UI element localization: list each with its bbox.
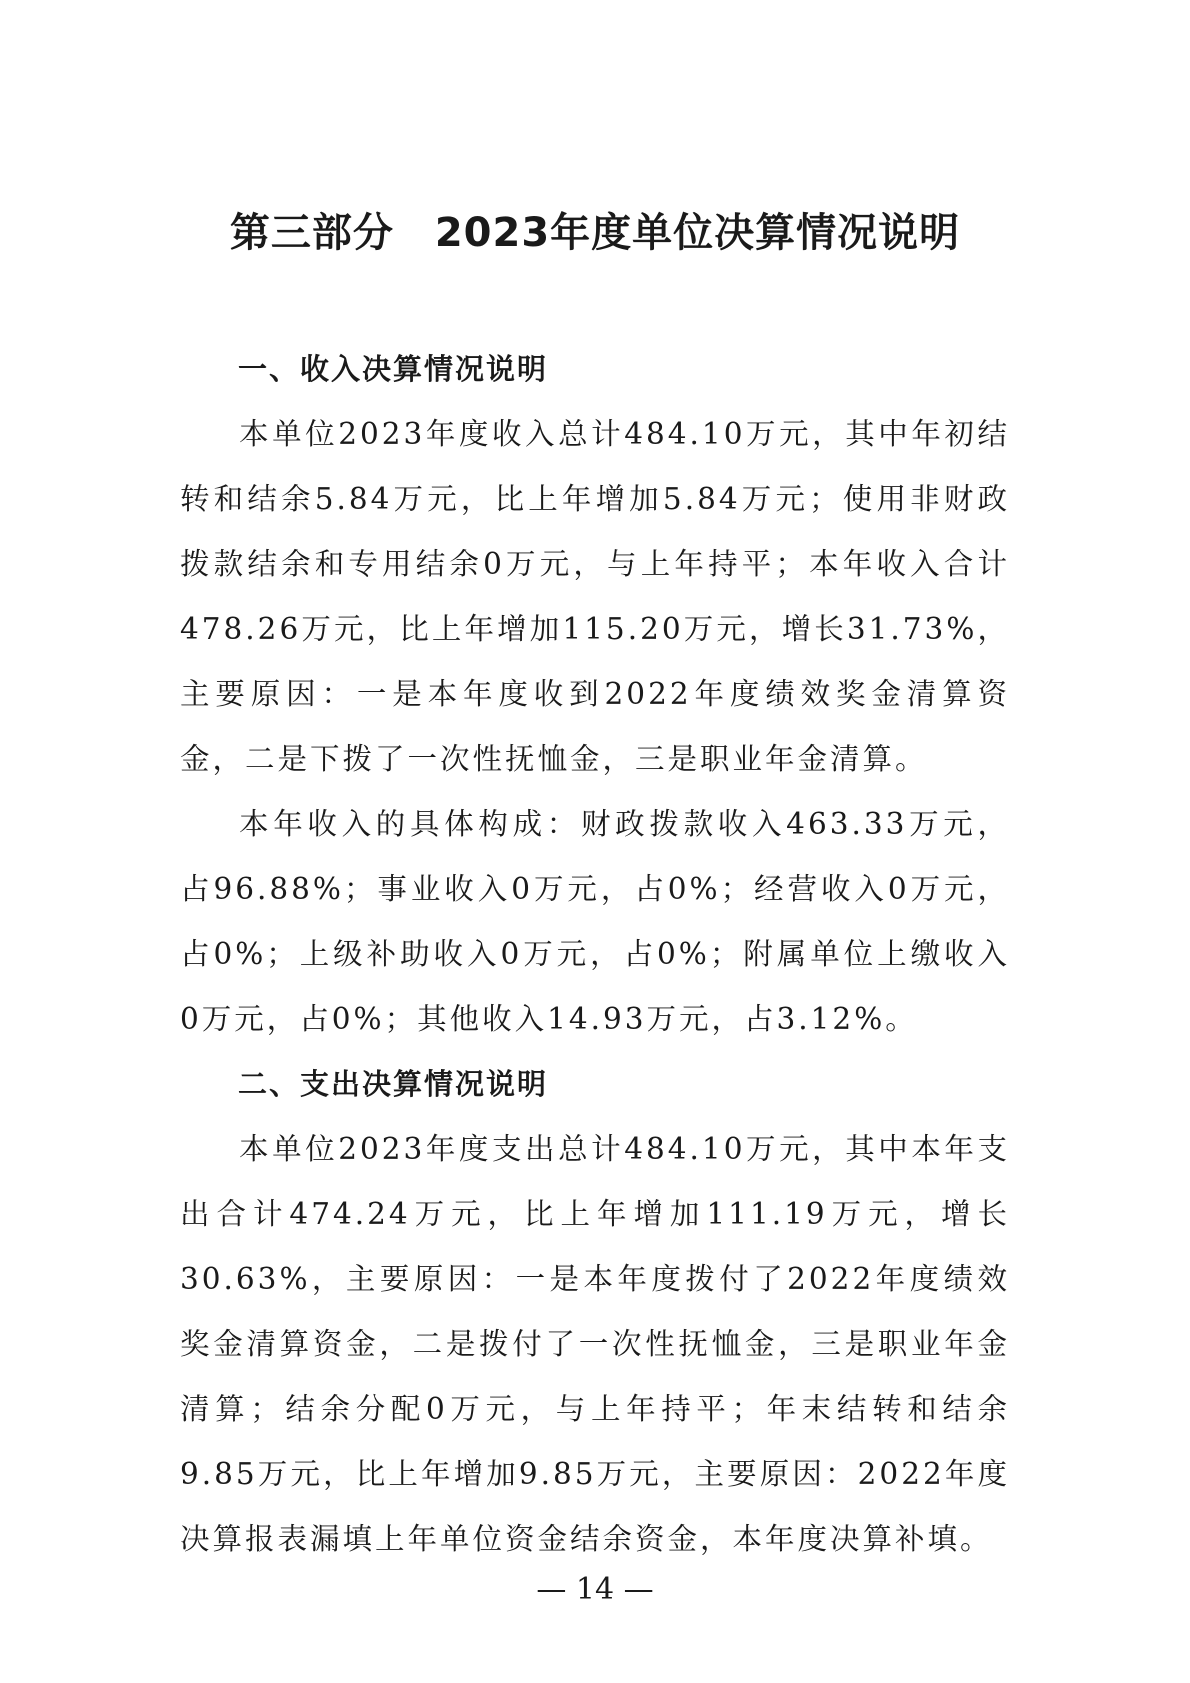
document-body — [180, 337, 1010, 1572]
income-paragraph-1: 本单位2023年度收入总计484.10万元，其中年初结转和结余5.84万元，比上年增加5.84万元；使用非财政拨款结余和专用结余0万元，与上年持平；本年收入合计478.26万元，比上年增加115.20万元，增长31.73%，主要原因：一是本年度收到2022年度绩效奖金清算资金，二是下拨了一次性抚恤金，三是职业年金清算。 — [180, 417, 1010, 776]
page-number: — 14 — — [536, 1572, 654, 1607]
section-heading-expenditure: 二、支出决算情况说明 — [238, 1067, 549, 1101]
income-paragraph-2: 本年收入的具体构成：财政拨款收入463.33万元，占96.88%；事业收入0万元，占0%；经营收入0万元，占0%；上级补助收入0万元，占0%；附属单位上缴收入0万元，占0%；其他收入14.93万元，占3.12%。 — [180, 807, 1010, 1036]
section-heading-income: 一、收入决算情况说明 — [238, 352, 549, 386]
expenditure-paragraph-1: 本单位2023年度支出总计484.10万元，其中本年支出合计474.24万元，比上年增加111.19万元，增长30.63%，主要原因：一是本年度拨付了2022年度绩效奖金清算资金，二是拨付了一次性抚恤金，三是职业年金清算；结余分配0万元，与上年持平；年末结转和结余9.85万元，比上年增加9.85万元，主要原因：2022年度决算报表漏填上年单位资金结余资金，本年度决算补填。 — [180, 1132, 1010, 1556]
page-title: 第三部分 2023年度单位决算情况说明 — [229, 210, 961, 256]
